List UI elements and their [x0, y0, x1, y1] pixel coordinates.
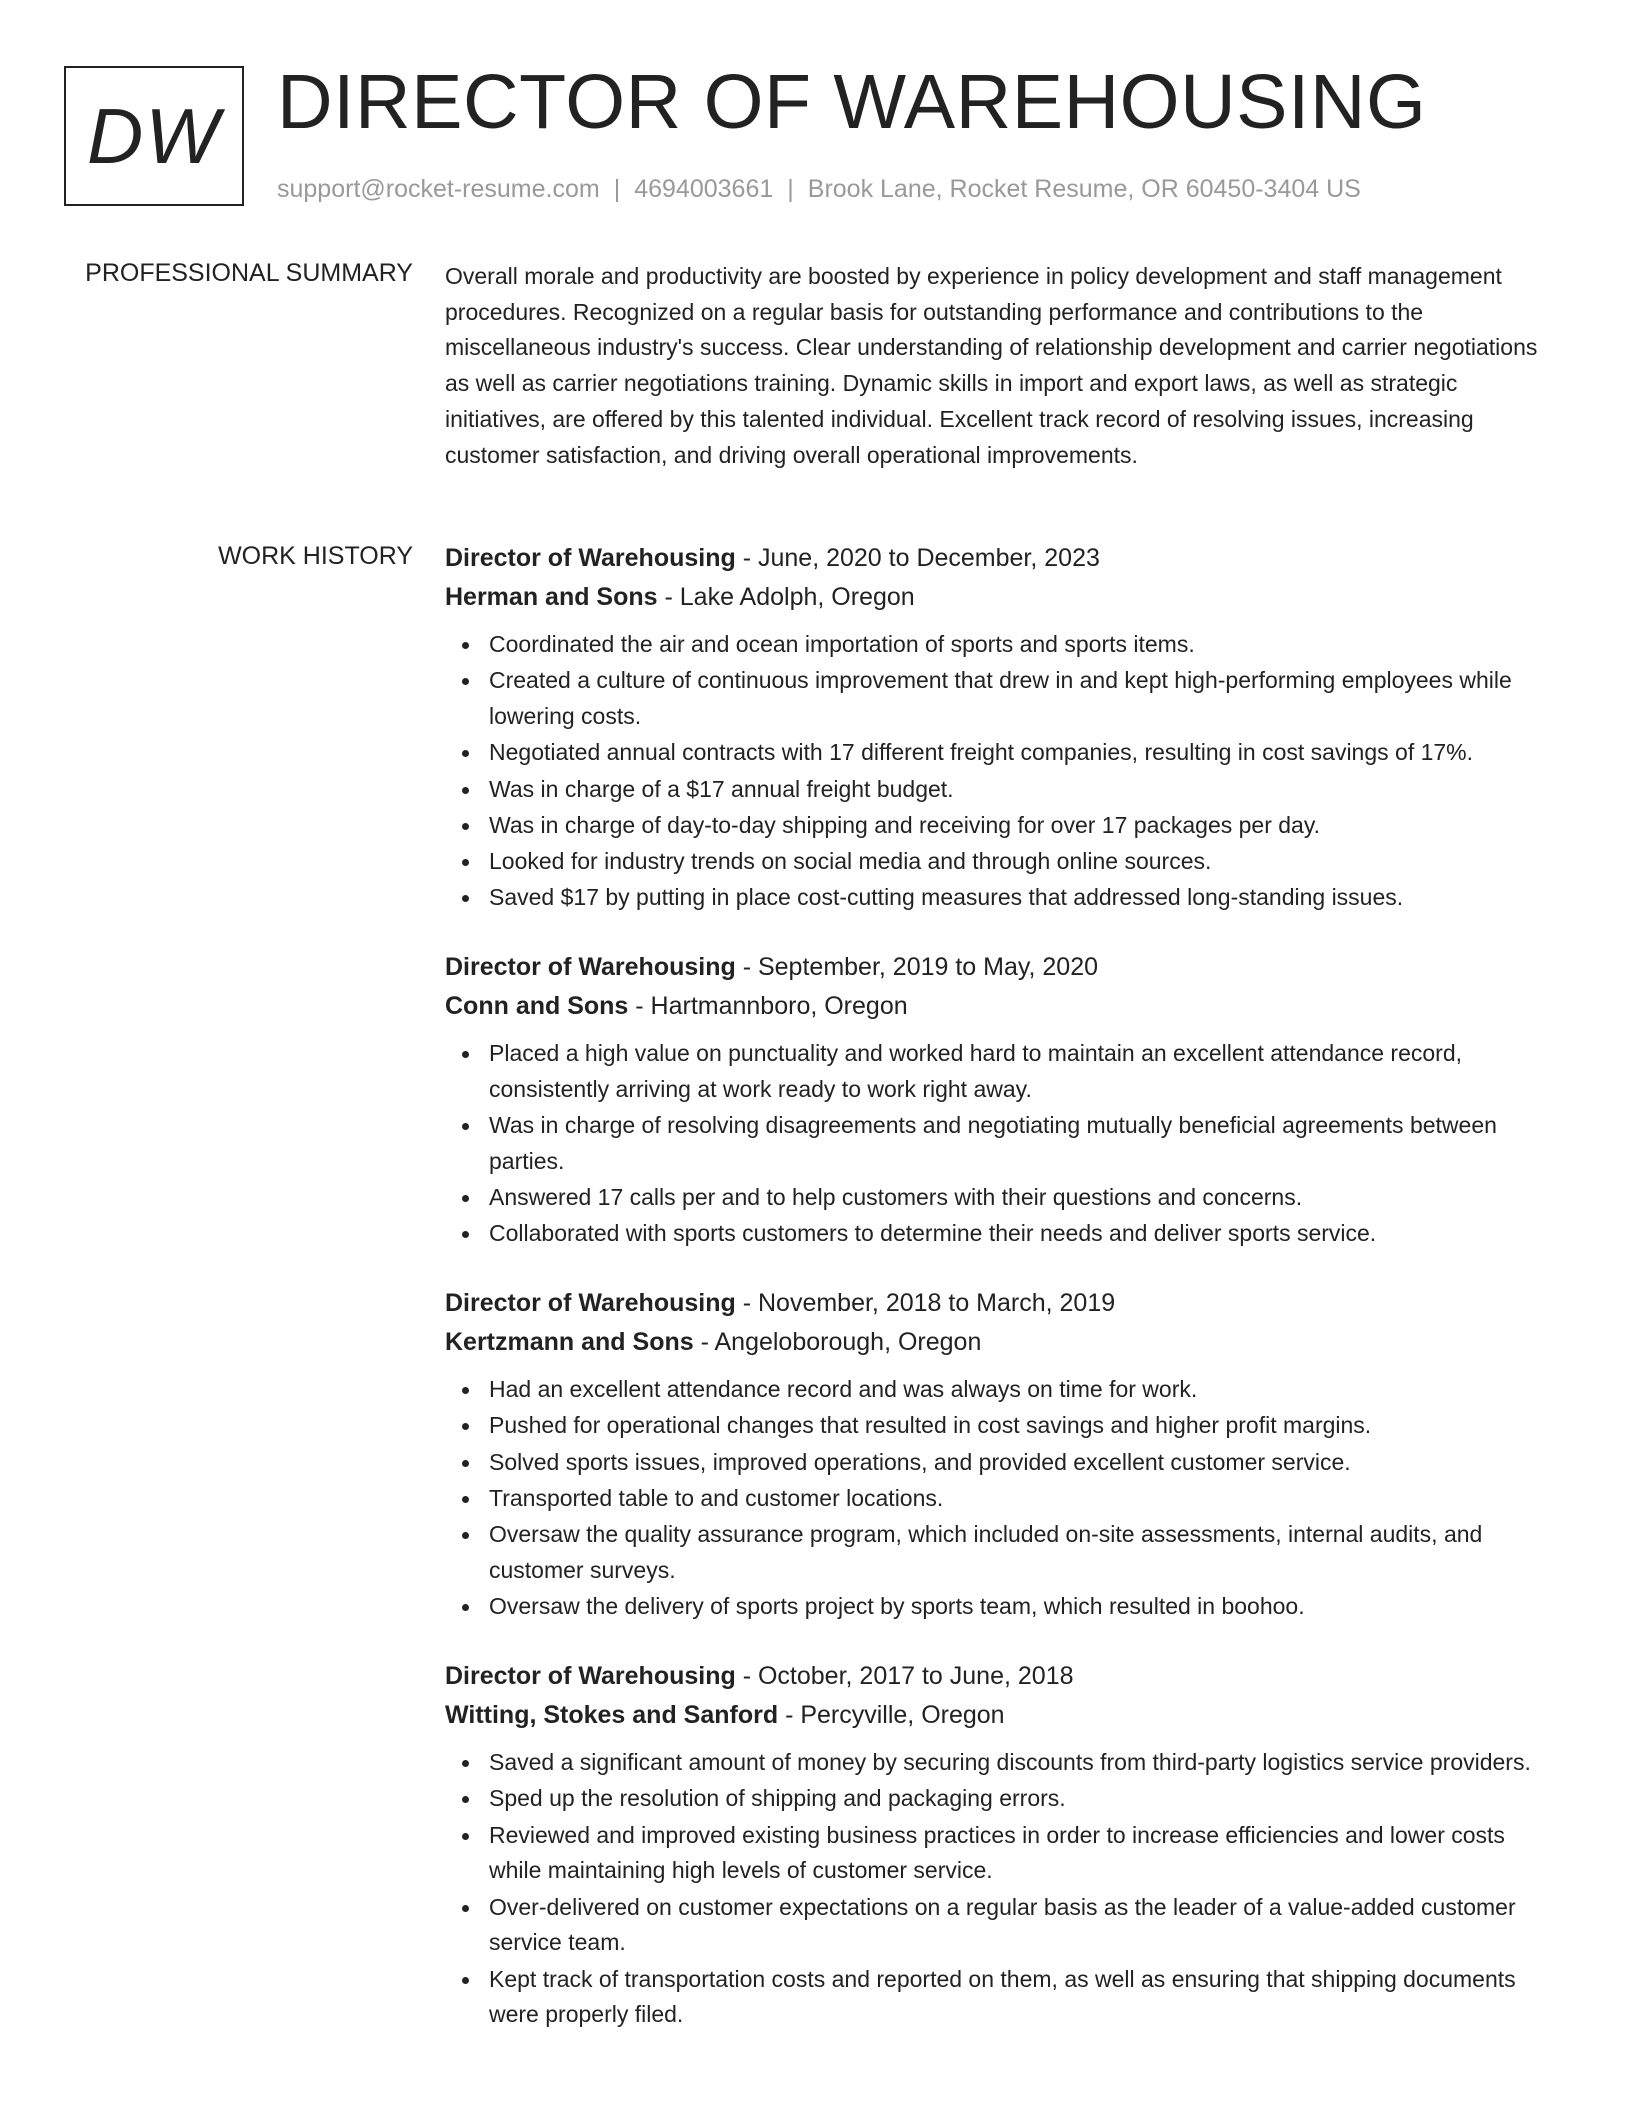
summary-text: Overall morale and productivity are boosted by experience in policy development and staff management procedures. Recognized on a regular basis for outstanding performance and contributions to the miscellaneous industry's success. Clear understanding of relationship development and carrier negotiations as well as carrier negotiations training. Dynamic skills in import and export laws, as well as strategic initiatives, are offered by this talented individual. Excellent track record of resolving issues, increasing customer satisfaction, and driving overall operational improvements.: [445, 263, 1538, 468]
job-title-line: [445, 948, 1560, 987]
job-entry: [445, 539, 1560, 916]
list-item: Saved $17 by putting in place cost-cutting measures that addressed long-standing issues.: [445, 880, 1560, 916]
contact-separator: |: [613, 175, 621, 203]
contact-phone: 4694003661: [634, 175, 774, 203]
job-entry: [445, 948, 1560, 1252]
job-bullets: [445, 627, 1560, 916]
job-location: - Lake Adolph, Oregon: [657, 583, 915, 611]
job-bullets: [445, 1036, 1560, 1252]
job-company-line: [445, 1323, 1560, 1362]
section-heading: PROFESSIONAL SUMMARY: [85, 259, 413, 287]
job-company-line: [445, 578, 1560, 617]
job-dates: - November, 2018 to March, 2019: [735, 1289, 1116, 1318]
work-history-body: [445, 539, 1560, 2065]
list-item: Placed a high value on punctuality and worked hard to maintain an excellent attendance record, consistently arriving at work ready to work right away.: [445, 1036, 1560, 1107]
resume-title: DIRECTOR OF WAREHOUSING: [277, 59, 1427, 145]
contact-separator: |: [787, 175, 794, 203]
job-company-line: [445, 987, 1560, 1026]
job-dates: - September, 2019 to May, 2020: [735, 953, 1099, 982]
list-item: Had an excellent attendance record and was always on time for work.: [445, 1372, 1560, 1408]
list-item: Oversaw the quality assurance program, which included on-site assessments, internal audits, and customer surveys.: [445, 1517, 1560, 1588]
job-title: Director of Warehousing: [445, 1662, 736, 1691]
job-title: Director of Warehousing: [445, 544, 736, 572]
job-title-line: [445, 1657, 1560, 1696]
list-item: Coordinated the air and ocean importation of sports and sports items.: [445, 627, 1560, 663]
list-item: Collaborated with sports customers to determine their needs and deliver sports service.: [445, 1216, 1560, 1252]
job-entry: [445, 1657, 1560, 2033]
list-item: Answered 17 calls per and to help customers with their questions and concerns.: [445, 1180, 1560, 1216]
job-company: Herman and Sons: [445, 583, 658, 611]
job-title: Director of Warehousing: [445, 953, 736, 982]
job-dates: - October, 2017 to June, 2018: [735, 1662, 1074, 1691]
job-location: - Hartmannboro, Oregon: [628, 992, 908, 1021]
job-title-line: [445, 539, 1560, 578]
monogram-box: [64, 66, 244, 206]
job-company: Witting, Stokes and Sanford: [445, 1701, 779, 1730]
job-company-line: [445, 1696, 1560, 1735]
list-item: Was in charge of resolving disagreements and negotiating mutually beneficial agreements between parties.: [445, 1108, 1560, 1179]
list-item: Sped up the resolution of shipping and packaging errors.: [445, 1781, 1560, 1817]
list-item: Pushed for operational changes that resulted in cost savings and higher profit margins.: [445, 1408, 1560, 1444]
job-bullets: [445, 1372, 1560, 1625]
job-bullets: [445, 1745, 1560, 2033]
list-item: Created a culture of continuous improvement that drew in and kept high-performing employees while lowering costs.: [445, 663, 1560, 734]
list-item: Was in charge of day-to-day shipping and receiving for over 17 packages per day.: [445, 808, 1560, 844]
job-location: - Angeloborough, Oregon: [693, 1328, 982, 1357]
list-item: Looked for industry trends on social media and through online sources.: [445, 844, 1560, 880]
summary-body: [445, 259, 1560, 473]
list-item: Solved sports issues, improved operations, and provided excellent customer service.: [445, 1445, 1560, 1481]
job-company: Kertzmann and Sons: [445, 1328, 694, 1357]
list-item: Oversaw the delivery of sports project by sports team, which resulted in boohoo.: [445, 1589, 1560, 1625]
list-item: Reviewed and improved existing business practices in order to increase efficiencies and lower costs while maintaining high levels of customer service.: [445, 1818, 1560, 1889]
contact-line: [277, 174, 1361, 204]
list-item: Saved a significant amount of money by securing discounts from third-party logistics service providers.: [445, 1745, 1560, 1781]
list-item: Transported table to and customer locations.: [445, 1481, 1560, 1517]
list-item: Was in charge of a $17 annual freight budget.: [445, 772, 1560, 808]
job-title: Director of Warehousing: [445, 1289, 736, 1318]
list-item: Kept track of transportation costs and reported on them, as well as ensuring that shipping documents were properly filed.: [445, 1962, 1560, 2033]
section-heading: WORK HISTORY: [218, 542, 413, 570]
monogram-initials: DW: [87, 92, 221, 180]
contact-address: Brook Lane, Rocket Resume, OR 60450-3404 US: [807, 175, 1361, 203]
job-company: Conn and Sons: [445, 992, 629, 1021]
job-entry: [445, 1284, 1560, 1625]
contact-email: support@rocket-resume.com: [277, 175, 600, 203]
list-item: Negotiated annual contracts with 17 different freight companies, resulting in cost savings of 17%.: [445, 735, 1560, 771]
list-item: Over-delivered on customer expectations on a regular basis as the leader of a value-added customer service team.: [445, 1890, 1560, 1961]
job-title-line: [445, 1284, 1560, 1323]
job-dates: - June, 2020 to December, 2023: [735, 544, 1100, 572]
job-location: - Percyville, Oregon: [778, 1701, 1005, 1730]
